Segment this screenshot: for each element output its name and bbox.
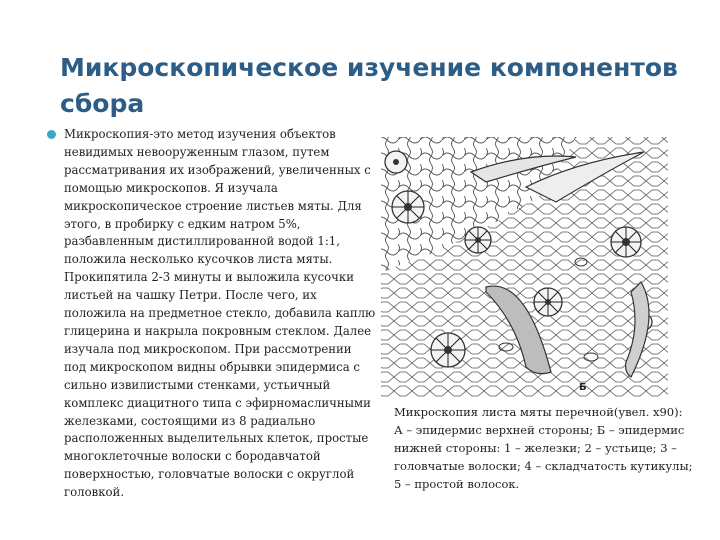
figure-caption: Микроскопия листа мяты перечной(увел. х90): А – эпидермис верхней стороны; Б – эпидермис нижней стороны: 1 – железки; 2 – устьице; 3 – головчатые волоски; 4 – складчатость кутикулы; 5 – простой волосок. [394, 405, 693, 491]
body-text: Микроскопия-это метод изучения объектов невидимых невооруженным глазом, путем рассматривания их изображений, увеличенных с помощью микроскопов. Я изучала микроскопическое строение листьев мяты. Для этого, в пробирку с едким натром 5%, разбавленным дистиллированной водой 1:1, положила несколько кусочков листа мяты. Прокипятила 2-3 минуты и выложила кусочки листьей на чашку Петри. После чего, их положила на предметное стекло, добавила каплю глицерина и накрыла покровным стеклом. Далее изучала под микроскопом. При рассмотрении под микроскопом видны обрывки эпидермиса с сильно извилистыми стенками, устьичный комплекс диацитного типа с эфирномасличными железками, состоящими из 8 радиально расположенных выделительных клеток, простые многоклеточные волоски с бородавчатой поверхностью, головчатые волоски с округлой головкой. [64, 127, 376, 500]
figure-label-b: Б [579, 382, 587, 393]
bullet-marker [47, 130, 56, 139]
slide-title: Микроскопическое изучение компонентов сбора [60, 53, 678, 118]
leaf-micrograph-figure [376, 132, 672, 402]
